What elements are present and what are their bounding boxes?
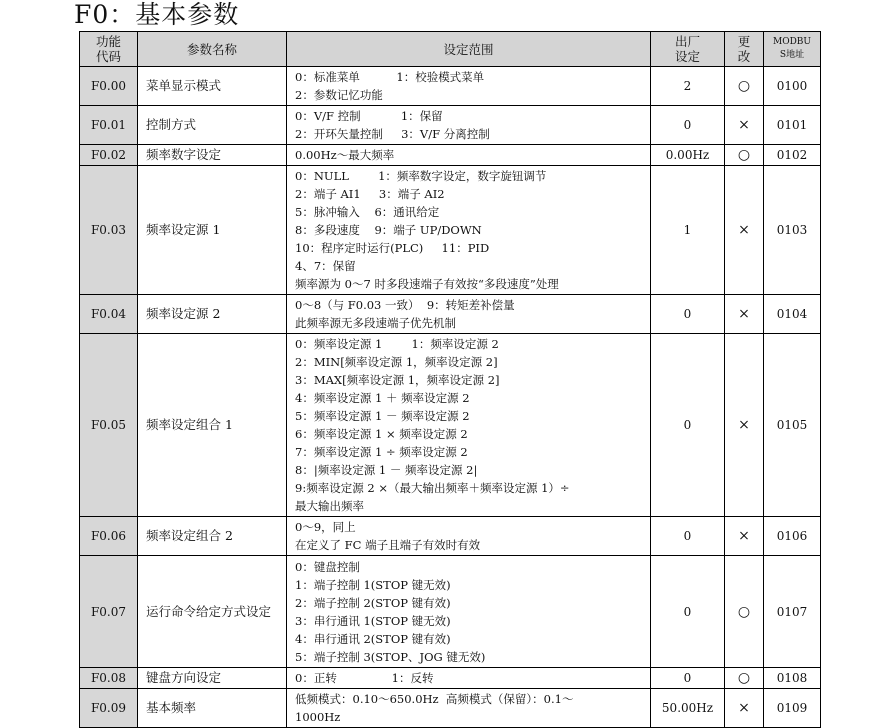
range-line: 0：键盘控制 xyxy=(295,559,360,574)
page-title: F0：基本参数 xyxy=(74,0,240,29)
header-row xyxy=(80,32,821,67)
range-line: 0：正转 1：反转 xyxy=(295,671,434,685)
param-change xyxy=(725,295,764,334)
range-line: 6：频率设定源 1 × 频率设定源 2 xyxy=(295,427,468,441)
range-line: 0：NULL 1：频率数字设定，数字旋钮调节 xyxy=(295,169,547,183)
param-modbus-address: 0109 xyxy=(764,689,821,728)
table-row xyxy=(80,689,821,728)
header-name: 参数名称 xyxy=(138,32,287,67)
cross-icon: × xyxy=(738,700,750,717)
circle-icon: ○ xyxy=(737,670,751,686)
param-default: 0 xyxy=(651,295,725,334)
range-line: 0～9，同上 xyxy=(295,520,356,534)
table-row xyxy=(80,334,821,517)
param-default: 0 xyxy=(651,106,725,145)
range-line: 0.00Hz～最大频率 xyxy=(295,148,395,162)
range-line: 8：|频率设定源 1 － 频率设定源 2| xyxy=(295,463,478,477)
range-line: 4：频率设定源 1 ＋ 频率设定源 2 xyxy=(295,391,470,405)
param-change xyxy=(725,166,764,295)
param-code: F0.00 xyxy=(80,67,138,106)
param-name: 频率设定源 1 xyxy=(138,166,287,295)
param-range xyxy=(287,517,651,556)
cross-icon: × xyxy=(738,222,750,239)
range-line: 0：标准菜单 1：校验模式菜单 xyxy=(295,70,485,84)
param-default: 0 xyxy=(651,517,725,556)
param-code: F0.02 xyxy=(80,145,138,166)
range-line: 0：V/F 控制 1：保留 xyxy=(295,109,443,123)
param-range xyxy=(287,145,651,166)
range-line: 最大输出频率 xyxy=(295,499,364,513)
circle-icon: ○ xyxy=(737,78,751,94)
param-code: F0.03 xyxy=(80,166,138,295)
param-name: 运行命令给定方式设定 xyxy=(138,556,287,668)
table-row xyxy=(80,106,821,145)
param-name: 频率数字设定 xyxy=(138,145,287,166)
header-modbus-text: MODBUS地址 xyxy=(772,37,811,60)
table-row xyxy=(80,166,821,295)
param-range xyxy=(287,689,651,728)
range-line: 频率源为 0～7 时多段速端子有效按“多段速度”处理 xyxy=(295,277,559,291)
table-row xyxy=(80,145,821,166)
param-default: 50.00Hz xyxy=(651,689,725,728)
param-modbus-address: 0106 xyxy=(764,517,821,556)
param-name: 频率设定组合 2 xyxy=(138,517,287,556)
cross-icon: × xyxy=(738,528,750,545)
range-line: 低频模式：0.10～650.0Hz 高频模式（保留）：0.1～ xyxy=(295,692,574,706)
range-line: 4：串行通讯 2(STOP 键有效) xyxy=(295,631,451,646)
table-row xyxy=(80,67,821,106)
range-line: 2：MIN[频率设定源 1，频率设定源 2] xyxy=(295,355,498,369)
param-default: 0 xyxy=(651,668,725,689)
range-line: 0：频率设定源 1 1：频率设定源 2 xyxy=(295,337,499,351)
range-line: 在定义了 FC 端子且端子有效时有效 xyxy=(295,538,481,552)
range-line: 此频率源无多段速端子优先机制 xyxy=(295,316,456,330)
range-line: 2：端子控制 2(STOP 键有效) xyxy=(295,595,451,610)
table-row xyxy=(80,556,821,668)
range-line: 5：脉冲输入 6：通讯给定 xyxy=(295,205,440,219)
range-line: 2：开环矢量控制 3：V/F 分离控制 xyxy=(295,127,490,141)
param-name: 菜单显示模式 xyxy=(138,67,287,106)
param-default: 1 xyxy=(651,166,725,295)
param-name: 键盘方向设定 xyxy=(138,668,287,689)
parameter-table xyxy=(79,31,821,728)
header-modbus xyxy=(764,32,821,67)
param-change xyxy=(725,67,764,106)
param-code: F0.06 xyxy=(80,517,138,556)
param-code: F0.05 xyxy=(80,334,138,517)
param-modbus-address: 0103 xyxy=(764,166,821,295)
param-change xyxy=(725,689,764,728)
range-line: 10：程序定时运行(PLC) 11：PID xyxy=(295,241,490,255)
param-range xyxy=(287,166,651,295)
param-range xyxy=(287,668,651,689)
param-range xyxy=(287,334,651,517)
param-modbus-address: 0107 xyxy=(764,556,821,668)
param-change xyxy=(725,556,764,668)
range-line: 2：参数记忆功能 xyxy=(295,88,383,102)
param-code: F0.07 xyxy=(80,556,138,668)
param-change xyxy=(725,517,764,556)
table-row xyxy=(80,668,821,689)
range-line: 5：端子控制 3(STOP、JOG 键无效) xyxy=(295,649,486,664)
param-change xyxy=(725,668,764,689)
param-range xyxy=(287,67,651,106)
header-code xyxy=(80,32,138,67)
param-modbus-address: 0105 xyxy=(764,334,821,517)
param-default: 2 xyxy=(651,67,725,106)
range-line: 3：串行通讯 1(STOP 键无效) xyxy=(295,613,451,628)
range-line: 5：频率设定源 1 － 频率设定源 2 xyxy=(295,409,470,423)
circle-icon: ○ xyxy=(737,603,751,620)
range-line: 7：频率设定源 1 ÷ 频率设定源 2 xyxy=(295,445,468,459)
param-range xyxy=(287,106,651,145)
range-line: 4、7：保留 xyxy=(295,259,356,273)
param-modbus-address: 0108 xyxy=(764,668,821,689)
range-line: 1000Hz xyxy=(295,710,341,724)
param-range xyxy=(287,295,651,334)
param-modbus-address: 0104 xyxy=(764,295,821,334)
param-default: 0 xyxy=(651,556,725,668)
table-row xyxy=(80,295,821,334)
range-line: 2：端子 AI1 3：端子 AI2 xyxy=(295,187,445,201)
header-default xyxy=(651,32,725,67)
param-name: 频率设定组合 1 xyxy=(138,334,287,517)
range-line: 8：多段速度 9：端子 UP/DOWN xyxy=(295,223,482,237)
header-change xyxy=(725,32,764,67)
header-code-text: 功能代码 xyxy=(95,34,121,64)
param-code: F0.04 xyxy=(80,295,138,334)
circle-icon: ○ xyxy=(737,147,751,163)
param-code: F0.09 xyxy=(80,689,138,728)
param-name: 控制方式 xyxy=(138,106,287,145)
cross-icon: × xyxy=(738,306,750,323)
header-change-text: 更改 xyxy=(737,34,751,64)
param-modbus-address: 0100 xyxy=(764,67,821,106)
param-default: 0.00Hz xyxy=(651,145,725,166)
param-default: 0 xyxy=(651,334,725,517)
range-line: 1：端子控制 1(STOP 键无效) xyxy=(295,577,451,592)
param-modbus-address: 0102 xyxy=(764,145,821,166)
cross-icon: × xyxy=(738,117,750,134)
range-line: 0～8（与 F0.03 一致） 9：转矩差补偿量 xyxy=(295,298,515,312)
header-range: 设定范围 xyxy=(287,32,651,67)
param-range xyxy=(287,556,651,668)
param-change xyxy=(725,106,764,145)
range-line: 9:频率设定源 2 ×（最大输出频率＋频率设定源 1）÷ xyxy=(295,481,570,495)
range-line: 3：MAX[频率设定源 1，频率设定源 2] xyxy=(295,373,500,387)
header-default-text: 出厂设定 xyxy=(674,34,700,64)
param-name: 基本频率 xyxy=(138,689,287,728)
cross-icon: × xyxy=(738,417,750,434)
param-change xyxy=(725,334,764,517)
param-code: F0.01 xyxy=(80,106,138,145)
table-row xyxy=(80,517,821,556)
param-code: F0.08 xyxy=(80,668,138,689)
param-modbus-address: 0101 xyxy=(764,106,821,145)
param-change xyxy=(725,145,764,166)
param-name: 频率设定源 2 xyxy=(138,295,287,334)
